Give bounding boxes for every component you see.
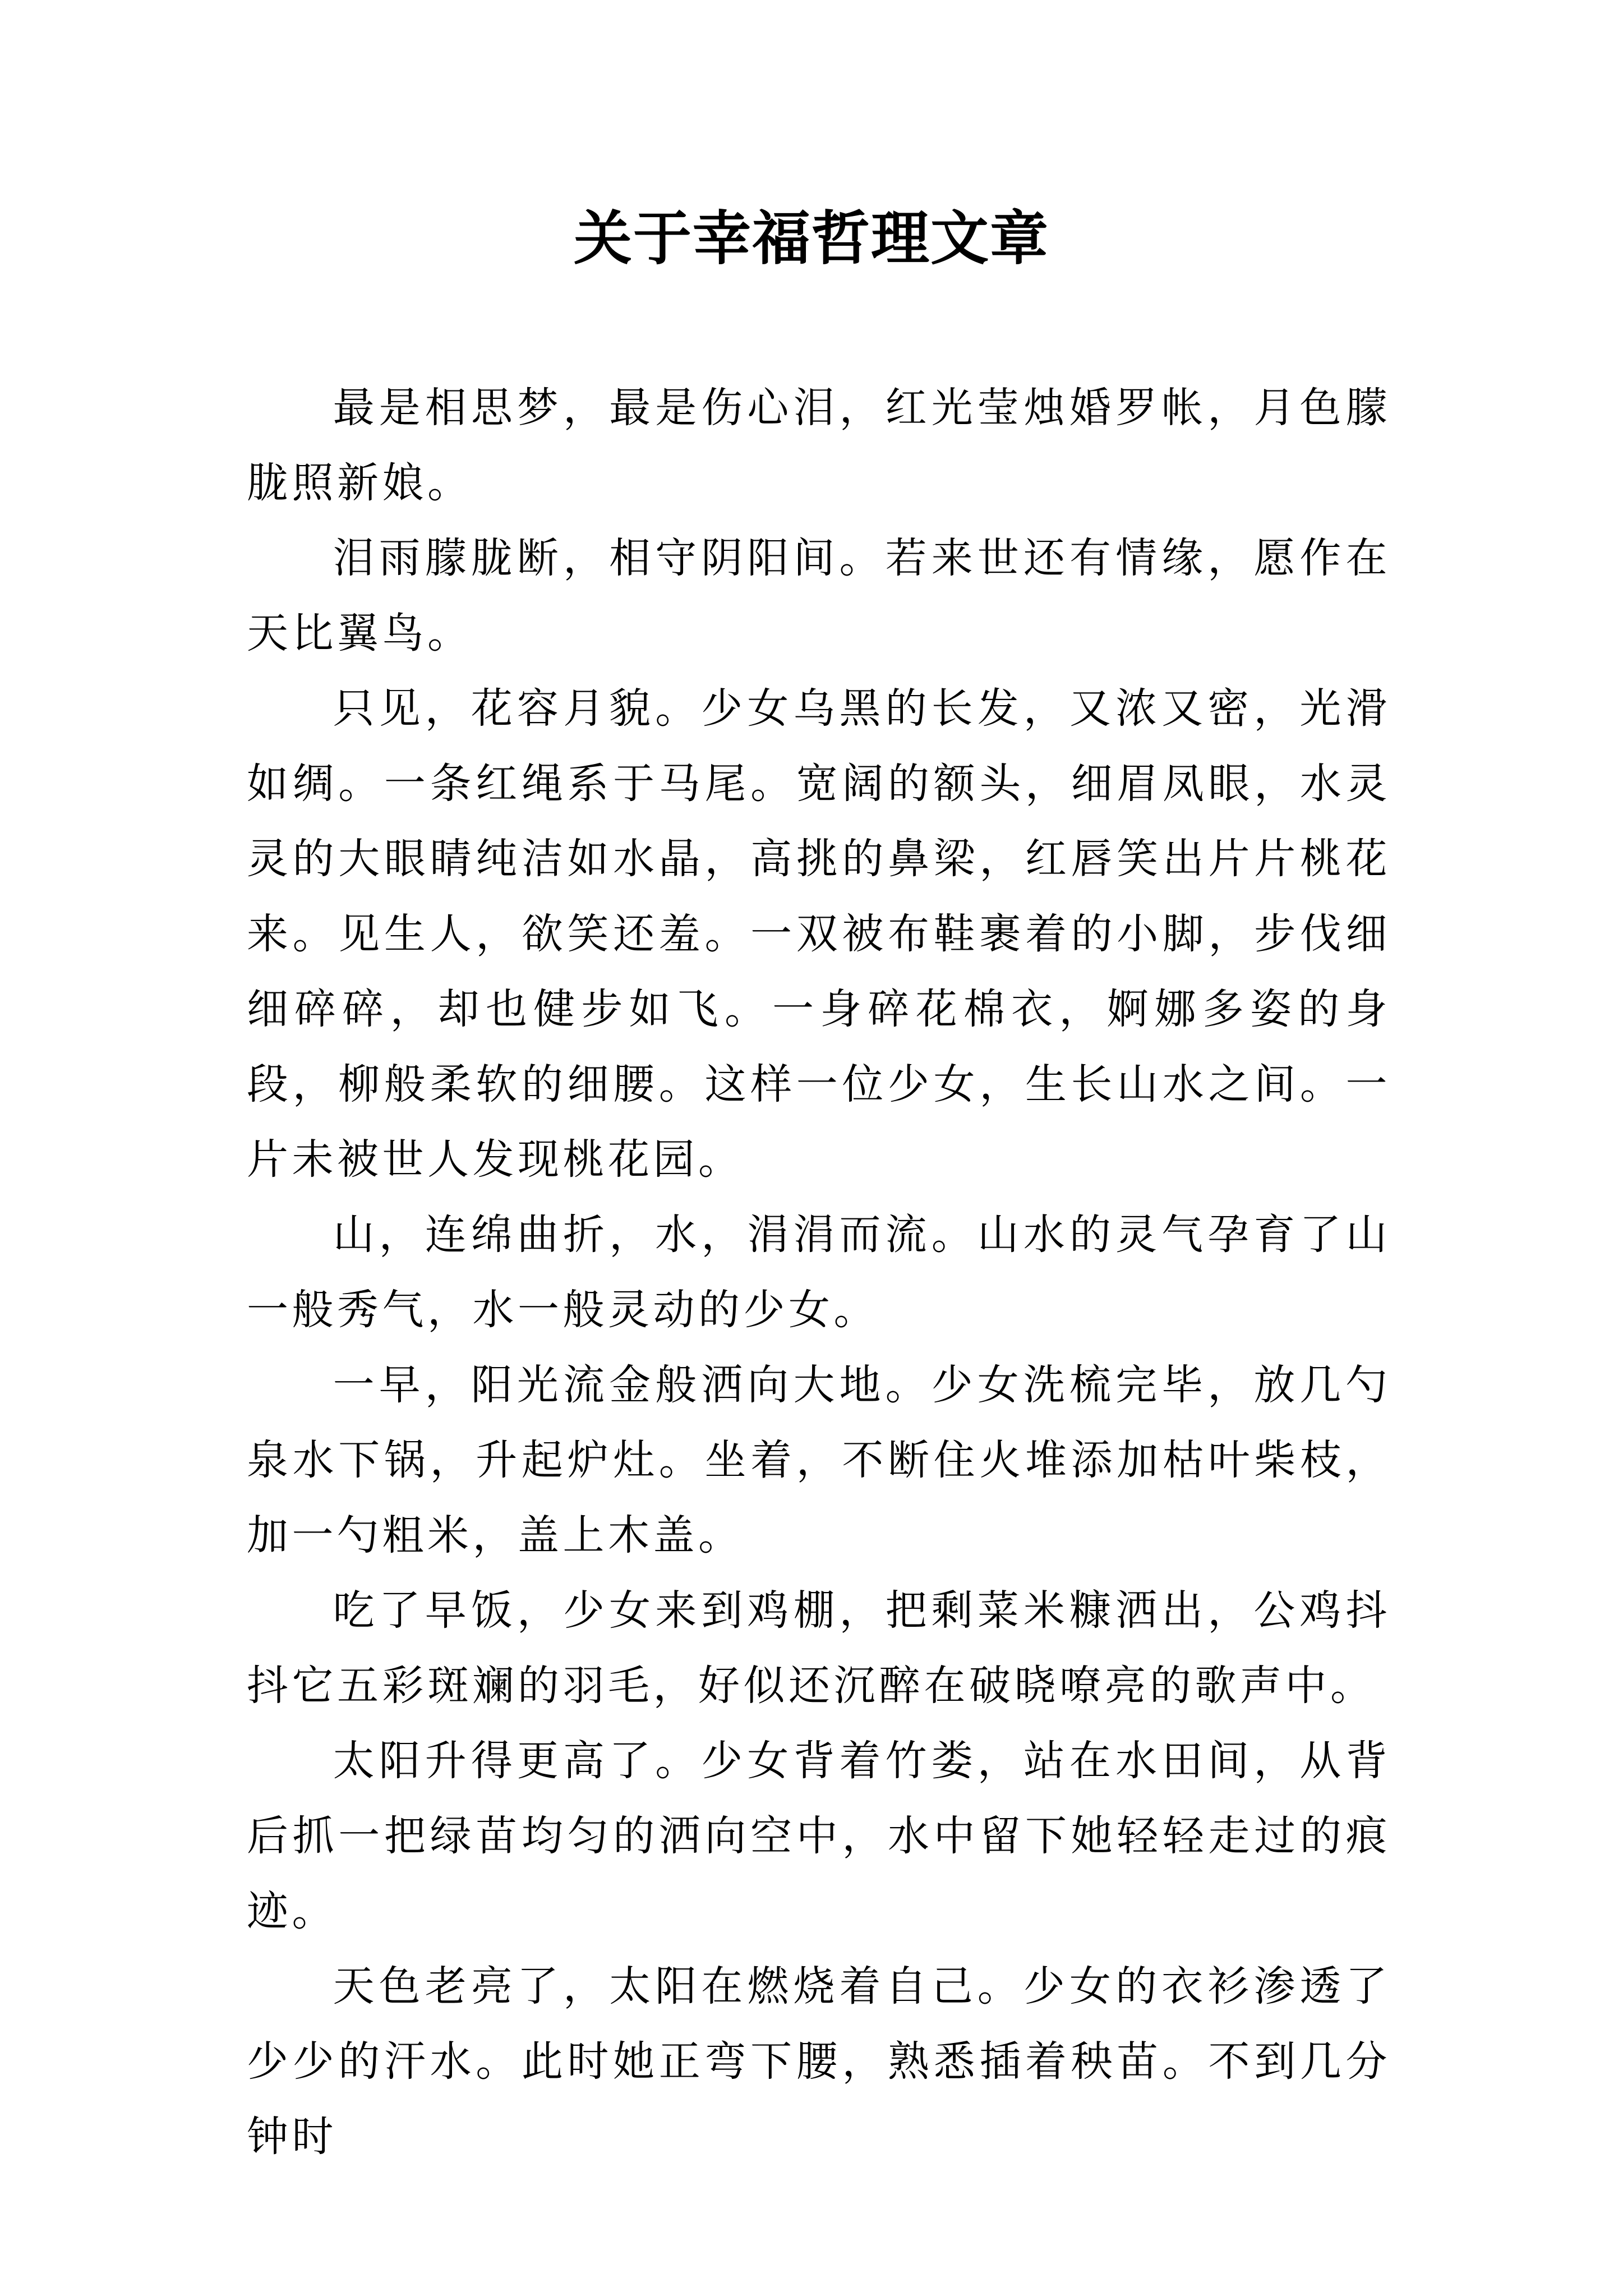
paragraph-text: 山，连绵曲折，水，涓涓而流。山水的灵气孕育了山一般秀气，水一般灵动的少女。 [247,1211,1391,1334]
paragraph-text: 一早，阳光流金般洒向大地。少女洗梳完毕，放几勺泉水下锅，升起炉灶。坐着，不断住火堆添加枯叶柴枝，加一勺粗米，盖上木盖。 [247,1361,1391,1559]
paragraph [247,521,1391,671]
paragraph-text: 吃了早饭，少女来到鸡棚，把剩菜米糠洒出，公鸡抖抖它五彩斑斓的羽毛，好似还沉醉在破晓嘹亮的歌声中。 [247,1586,1391,1710]
document-body [247,370,1391,2174]
paragraph-text: 天色老亮了，太阳在燃烧着自己。少女的衣衫渗透了少少的汗水。此时她正弯下腰，熟悉插着秧苗。不到几分钟时 [247,1962,1391,2161]
paragraph [247,1197,1391,1347]
paragraph [247,1573,1391,1723]
paragraph [247,1723,1391,1949]
document-title: 关于幸福哲理文章 [573,204,1049,273]
paragraph [247,370,1391,521]
paragraph [247,671,1391,1197]
paragraph-text: 只见，花容月貌。少女乌黑的长发，又浓又密，光滑如绸。一条红绳系于马尾。宽阔的额头，细眉凤眼，水灵灵的大眼睛纯洁如水晶，高挑的鼻梁，红唇笑出片片桃花来。见生人，欲笑还羞。一双被布鞋裹着的小脚，步伐细细碎碎，却也健步如飞。一身碎花棉衣，婀娜多姿的身段，柳般柔软的细腰。这样一位少女，生长山水之间。一片未被世人发现桃花园。 [247,684,1391,1184]
paragraph-text: 泪雨朦胧断，相守阴阳间。若来世还有情缘，愿作在天比翼鸟。 [247,534,1391,657]
paragraph-text: 最是相思梦，最是伤心泪，红光莹烛婚罗帐，月色朦胧照新娘。 [247,384,1391,507]
paragraph-text: 太阳升得更高了。少女背着竹娄，站在水田间，从背后抓一把绿苗均匀的洒向空中，水中留下她轻轻走过的痕迹。 [247,1737,1391,1935]
paragraph [247,1347,1391,1573]
paragraph [247,1949,1391,2174]
